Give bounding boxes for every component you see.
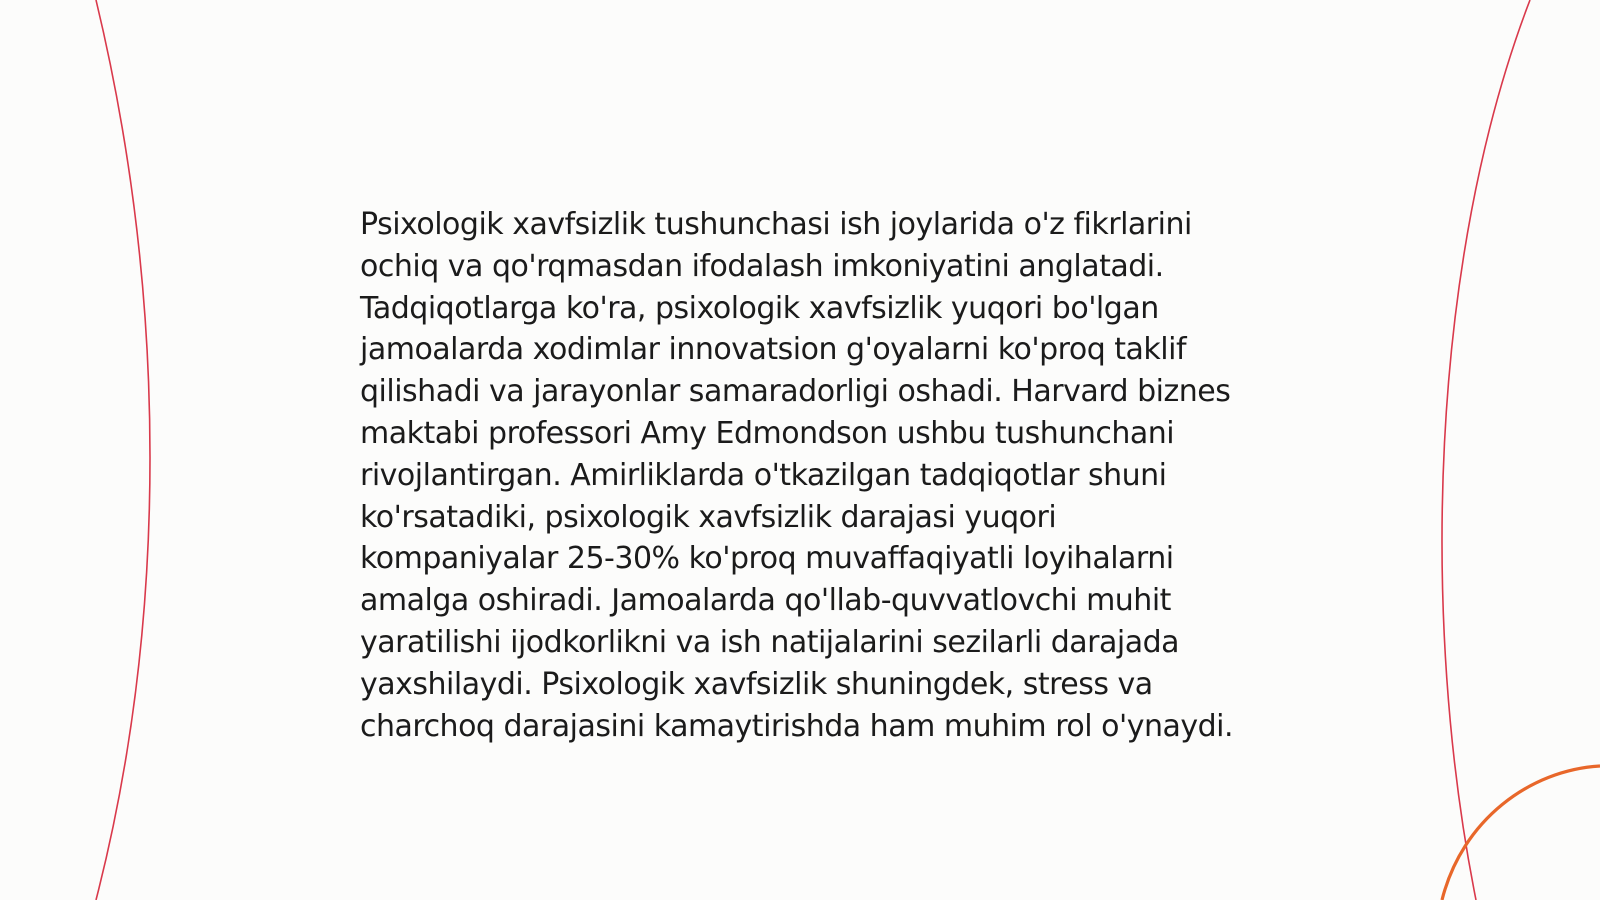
orange-accent-arc xyxy=(1442,766,1600,900)
body-paragraph: Psixologik xavfsizlik tushunchasi ish joylarida o'z fikrlarini ochiq va qo'rqmasdan ifodalash imkoniyatini anglatadi. Tadqiqotlarga ko'ra, psixologik xavfsizlik yuqori bo'lgan jamoalarda xodimlar innovatsion g'oyalarni ko'proq taklif qilishadi va jarayonlar samaradorligi oshadi. Harvard biznes maktabi professori Amy Edmondson ushbu tushunchani rivojlantirgan. Amirliklarda o'tkazilgan tadqiqotlar shuni ko'rsatadiki, psixologik xavfsizlik darajasi yuqori kompaniyalar 25-30% ko'proq muvaffaqiyatli loyihalarni amalga oshiradi. Jamoalarda qo'llab-quvvatlovchi muhit yaratilishi ijodkorlikni va ish natijalarini sezilarli darajada yaxshilaydi. Psixologik xavfsizlik shuningdek, stress va charchoq darajasini kamaytirishda ham muhim rol o'ynaydi. xyxy=(360,207,1234,744)
right-curve-line xyxy=(1442,0,1530,900)
left-curve-line xyxy=(96,0,150,900)
